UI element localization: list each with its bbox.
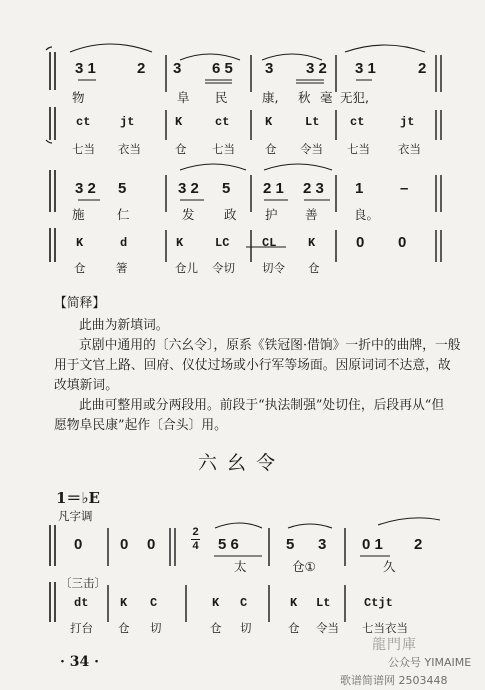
- s2-perc-5: CL: [262, 236, 277, 250]
- s2-note-1: 3 2: [75, 180, 96, 197]
- s1-plyric-8: 衣当: [398, 142, 421, 156]
- s3-lyric-3: 久: [383, 559, 396, 574]
- s2-note-3: 3 2: [178, 180, 199, 197]
- s3-perc-1: dt: [74, 596, 89, 610]
- s1-plyric-2: 衣当: [118, 142, 141, 156]
- time-sig-top: 2: [192, 526, 199, 538]
- s2-plyric-2: 箸: [116, 261, 128, 275]
- s1-plyric-4: 七当: [212, 142, 235, 156]
- s3-plyric-5: 切: [240, 621, 252, 635]
- s3-note-5: 5: [286, 536, 295, 553]
- s3-lyric-2: 仓①: [292, 559, 316, 574]
- watermark-line3: 歌谱简谱网 2503448: [340, 674, 448, 687]
- s3-note-1: 0: [74, 536, 83, 553]
- s2-plyric-3: 仓儿: [175, 261, 198, 275]
- s1-plyric-6: 令当: [300, 142, 323, 156]
- watermark-line2: 公众号 YIMAIME: [388, 656, 472, 669]
- s2-note-6: 2 3: [303, 180, 324, 197]
- s1-plyric-5: 仓: [265, 142, 277, 156]
- s1-lyric-1: 物: [72, 90, 85, 105]
- s1-note-1: 3 1: [75, 60, 96, 77]
- s1-note-4: 6 5: [212, 60, 233, 77]
- page-number: · 34 ·: [60, 654, 99, 670]
- time-sig-bottom: 4: [192, 540, 199, 552]
- s1-note-6: 3 2: [306, 60, 327, 77]
- s1-note-7: 3 1: [355, 60, 376, 77]
- s2-perc-2: d: [120, 236, 128, 250]
- s2-lyric-4: 政: [224, 207, 237, 222]
- commentary-p3-line1: 此曲可整用或分两段用。前段于“执法制强”处切住，后段再从“但: [79, 398, 445, 413]
- s2-perc-1: K: [76, 236, 84, 250]
- s1-perc-6: Lt: [305, 115, 320, 129]
- s2-lyric-2: 仁: [117, 207, 130, 222]
- s3-note-6: 3: [318, 536, 327, 553]
- s3-perc-7: Lt: [316, 596, 331, 610]
- s2-perc-3: K: [176, 236, 184, 250]
- s3-perc-5: C: [240, 596, 248, 610]
- s1-lyric-4: 康,: [262, 90, 279, 105]
- commentary-p3-line2: 愿物阜民康”起作〔合头〕用。: [54, 418, 227, 433]
- s2-lyric-1: 施: [72, 207, 85, 222]
- s2-perc-8: 0: [398, 234, 407, 251]
- s1-lyric-5: 秋: [298, 90, 311, 105]
- s2-note-7: 1: [355, 180, 364, 197]
- s3-plyric-8: 七当衣当: [362, 621, 408, 635]
- s3-note-2: 0: [120, 536, 129, 553]
- piece-title: 六 幺 令: [198, 452, 278, 474]
- s3-plyric-1: 打台: [70, 621, 93, 635]
- s3-plyric-3: 切: [150, 621, 162, 635]
- s1-lyric-2: 阜: [177, 90, 190, 105]
- s3-note-8: 2: [414, 536, 423, 553]
- s1-lyric-6: 毫: [320, 90, 333, 105]
- s2-plyric-5: 切令: [262, 261, 285, 275]
- s3-plyric-6: 仓: [288, 621, 300, 635]
- commentary-p2-line1: 京剧中通用的〔六幺令〕，原系《铁冠图·借饷》一折中的曲牌，一般: [79, 338, 461, 353]
- s1-plyric-1: 七当: [72, 142, 95, 156]
- s1-lyric-7: 无犯,: [340, 90, 369, 105]
- s3-plyric-4: 仓: [210, 621, 222, 635]
- s2-lyric-6: 善: [305, 207, 318, 222]
- s1-note-3: 3: [173, 60, 182, 77]
- s2-note-4: 5: [222, 180, 231, 197]
- s3-perc-3: C: [150, 596, 158, 610]
- s2-perc-4: LC: [215, 236, 230, 250]
- s1-perc-5: K: [265, 115, 273, 129]
- s2-lyric-3: 发: [182, 207, 195, 222]
- s2-note-2: 5: [118, 180, 127, 197]
- s3-note-7: 0 1: [362, 536, 383, 553]
- key-signature: 1＝♭E: [56, 489, 100, 507]
- mode-label: 凡字调: [58, 509, 93, 523]
- s1-plyric-3: 仓: [175, 142, 187, 156]
- s2-plyric-1: 仓: [74, 261, 86, 275]
- s1-perc-3: K: [175, 115, 183, 129]
- s2-lyric-5: 护: [265, 207, 278, 222]
- s2-perc-7: 0: [356, 234, 365, 251]
- s2-plyric-4: 令切: [212, 261, 235, 275]
- time-signature: [191, 527, 200, 552]
- s3-lyric-1: 太: [234, 559, 247, 574]
- s1-perc-2: jt: [120, 115, 135, 129]
- commentary-p2-line2: 用于文官上路、回府、仪仗过场或小行军等场面。因原词词不达意，故: [54, 358, 451, 373]
- s1-lyric-3: 民: [215, 90, 228, 105]
- s3-perc-6: K: [290, 596, 298, 610]
- perc-section-label: 〔三击〕: [60, 576, 106, 590]
- commentary-p2-line3: 改填新词。: [54, 378, 118, 393]
- s3-plyric-7: 令当: [316, 621, 339, 635]
- s1-plyric-7: 七当: [347, 142, 370, 156]
- s1-perc-4: ct: [215, 115, 230, 129]
- s3-perc-2: K: [120, 596, 128, 610]
- s3-perc-4: K: [212, 596, 220, 610]
- s1-note-5: 3: [265, 60, 274, 77]
- commentary-p1: 此曲为新填词。: [79, 318, 169, 333]
- s3-plyric-2: 仓: [118, 621, 130, 635]
- s1-perc-7: ct: [350, 115, 365, 129]
- s1-note-8: 2: [418, 60, 427, 77]
- commentary-heading: 【简释】: [54, 296, 106, 311]
- s2-note-5: 2 1: [263, 180, 284, 197]
- s1-perc-1: ct: [76, 115, 91, 129]
- s2-plyric-6: 仓: [308, 261, 320, 275]
- s3-perc-8: Ctjt: [364, 596, 393, 610]
- watermark-brand: 龍門庫: [372, 637, 417, 653]
- s3-note-4: 5 6: [218, 536, 239, 553]
- s2-perc-6: K: [308, 236, 316, 250]
- s1-perc-8: jt: [400, 115, 415, 129]
- s2-note-8: –: [400, 180, 409, 197]
- s2-lyric-7: 良。: [354, 207, 380, 222]
- s1-note-2: 2: [137, 60, 146, 77]
- s3-note-3: 0: [147, 536, 156, 553]
